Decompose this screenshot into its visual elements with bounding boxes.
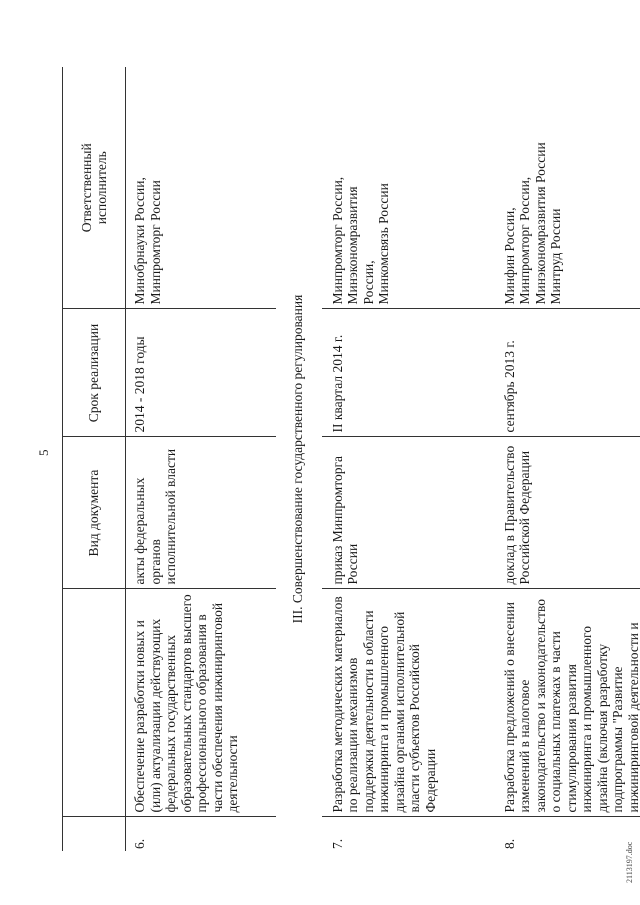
section-title: III. Совершенствование государственного регулирования [290,294,305,624]
row-measure-name: Разработка предложений о внесении изменений в налоговое законодательство и законодательство о социальных платежах в части стимулирования развития инжиниринга и промышленного дизайна (включая разработку подпрограммы "Развитие инжиниринговой деятельности и [494,589,640,817]
header-responsible: Ответственный исполнитель [63,67,126,309]
footer-file-code: 2113197.doc [625,841,634,883]
row-period: 2014 - 2018 годы [126,309,277,437]
row-responsible: Минпромторг России, Минэкономразвития России, Минкомсвязь России [322,67,494,309]
header-name [63,589,126,817]
table-row [126,67,277,851]
row-doc-type: акты федеральных органов исполнительной власти [126,437,277,589]
row-period: сентябрь 2013 г. [494,309,640,437]
row-responsible: Минфин России, Минпромторг России, Минэкономразвития России Минтруд России [494,67,640,309]
measures-table [62,67,640,851]
row-number: 6. [132,838,147,849]
row-number: 8. [501,838,517,849]
row-period: II квартал 2014 г. [322,309,494,437]
section-heading-row [276,67,322,851]
header-num [63,817,126,851]
row-doc-type: доклад в Правительство Российской Федерации [494,437,640,589]
table-header-row [63,67,126,851]
header-doc-type: Вид документа [63,437,126,589]
row-doc-type: приказ Минпромторга России [322,437,494,589]
table-row [494,67,640,851]
header-period: Срок реализации [63,309,126,437]
row-measure-name: Разработка методических материалов по реализации механизмов поддержки деятельности в области инжиниринга и промышленного дизайна органами исполнительной власти субъектов Российской Федерации [322,589,494,817]
row-responsible: Минобрнауки России, Минпромторг России [126,67,277,309]
page-number: 5 [36,449,51,456]
row-number: 7. [329,838,345,849]
row-measure-name: Обеспечение разработки новых и (или) актуализации действующих федеральных государственных образовательных стандартов высшего профессионального образования в части обеспечения инжиниринговой деятельности [126,589,277,817]
table-row [322,67,494,851]
